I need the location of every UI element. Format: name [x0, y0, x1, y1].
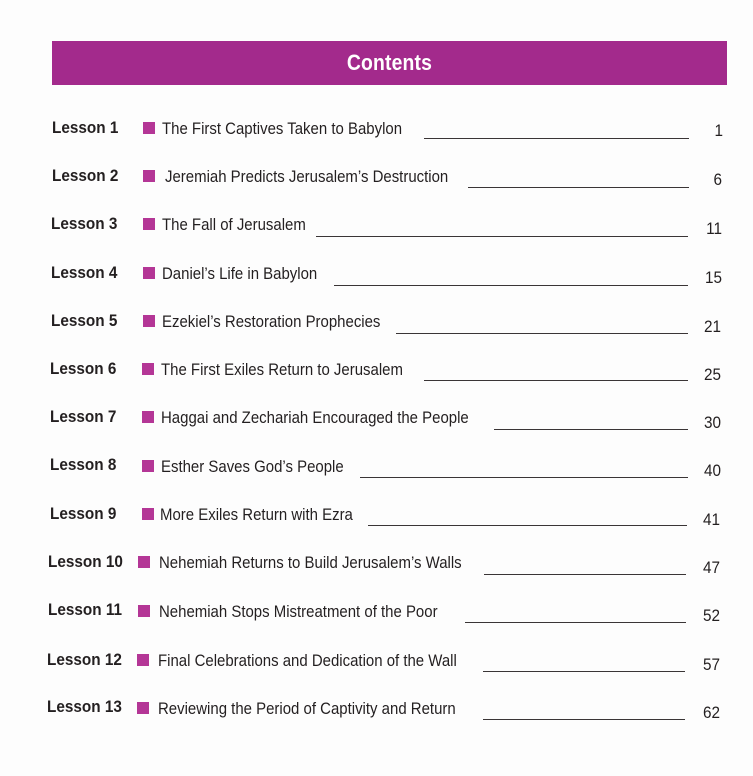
page-number: 11 [706, 219, 722, 238]
lesson-number: Lesson 11 [48, 600, 122, 619]
square-bullet-icon [143, 315, 155, 327]
square-bullet-icon [142, 411, 154, 423]
lesson-title[interactable]: Esther Saves God’s People [161, 457, 344, 476]
page-number: 57 [702, 655, 720, 674]
lesson-title[interactable]: Final Celebrations and Dedication of the Wall [158, 651, 457, 670]
toc-entry-lesson-7[interactable] [0, 407, 753, 431]
square-bullet-icon [143, 122, 155, 134]
leader-line [396, 333, 688, 334]
square-bullet-icon [143, 218, 155, 230]
page-number: 25 [703, 365, 721, 384]
leader-line [334, 285, 688, 286]
page-number: 21 [703, 317, 721, 336]
page-number: 52 [702, 606, 720, 625]
lesson-number: Lesson 4 [51, 263, 118, 282]
square-bullet-icon [143, 267, 155, 279]
toc-entry-lesson-13[interactable] [0, 697, 753, 721]
toc-entry-lesson-1[interactable] [0, 118, 753, 142]
leader-line [316, 236, 688, 237]
lesson-number: Lesson 12 [47, 650, 122, 669]
toc-entry-lesson-6[interactable] [0, 359, 753, 383]
toc-entry-lesson-11[interactable] [0, 600, 753, 624]
lesson-title[interactable]: Ezekiel’s Restoration Prophecies [162, 312, 381, 331]
lesson-number: Lesson 8 [50, 455, 117, 474]
lesson-title[interactable]: Daniel’s Life in Babylon [162, 264, 318, 283]
page-title: Contents [346, 50, 433, 75]
leader-line [468, 187, 689, 188]
page-number: 1 [714, 121, 723, 140]
toc-entry-lesson-5[interactable] [0, 310, 753, 334]
square-bullet-icon [142, 508, 154, 520]
lesson-number: Lesson 13 [47, 697, 122, 716]
toc-entry-lesson-3[interactable] [0, 214, 753, 238]
leader-line [360, 477, 688, 478]
lesson-title[interactable]: The First Exiles Return to Jerusalem [161, 360, 403, 379]
square-bullet-icon [138, 605, 150, 617]
lesson-title[interactable]: Nehemiah Stops Mistreatment of the Poor [159, 602, 438, 621]
page-number: 47 [702, 558, 720, 577]
leader-line [465, 622, 686, 623]
square-bullet-icon [142, 363, 154, 375]
lesson-number: Lesson 9 [50, 504, 117, 523]
page-number: 6 [713, 170, 722, 189]
toc-entry-lesson-2[interactable] [0, 166, 753, 190]
toc-entry-lesson-12[interactable] [0, 650, 753, 674]
lesson-number: Lesson 5 [51, 311, 118, 330]
page-number: 30 [703, 413, 721, 432]
leader-line [424, 380, 688, 381]
leader-line [483, 671, 685, 672]
square-bullet-icon [137, 702, 149, 714]
lesson-title[interactable]: Nehemiah Returns to Build Jerusalem’s Walls [159, 553, 462, 572]
square-bullet-icon [137, 654, 149, 666]
lesson-title[interactable]: Reviewing the Period of Captivity and Return [158, 699, 456, 718]
lesson-title[interactable]: Jeremiah Predicts Jerusalem’s Destruction [165, 167, 449, 186]
leader-line [424, 138, 689, 139]
page-number: 41 [702, 510, 720, 529]
page-number: 15 [704, 268, 722, 287]
contents-header-bar [52, 41, 727, 85]
leader-line [368, 525, 687, 526]
lesson-number: Lesson 7 [50, 407, 117, 426]
toc-entry-lesson-10[interactable] [0, 552, 753, 576]
lesson-number: Lesson 6 [50, 359, 117, 378]
lesson-number: Lesson 3 [51, 214, 118, 233]
leader-line [484, 574, 686, 575]
lesson-title[interactable]: The First Captives Taken to Babylon [162, 119, 403, 138]
leader-line [483, 719, 685, 720]
lesson-number: Lesson 2 [52, 166, 119, 185]
lesson-number: Lesson 1 [52, 118, 119, 137]
square-bullet-icon [143, 170, 155, 182]
square-bullet-icon [138, 556, 150, 568]
page-number: 40 [703, 461, 721, 480]
toc-entry-lesson-8[interactable] [0, 455, 753, 479]
lesson-title[interactable]: Haggai and Zechariah Encouraged the People [161, 408, 469, 427]
toc-entry-lesson-4[interactable] [0, 262, 753, 286]
lesson-title[interactable]: The Fall of Jerusalem [162, 215, 306, 234]
lesson-title[interactable]: More Exiles Return with Ezra [160, 505, 353, 524]
square-bullet-icon [142, 460, 154, 472]
page-number: 62 [702, 703, 720, 722]
lesson-number: Lesson 10 [48, 552, 123, 571]
leader-line [494, 429, 688, 430]
toc-entry-lesson-9[interactable] [0, 504, 753, 528]
